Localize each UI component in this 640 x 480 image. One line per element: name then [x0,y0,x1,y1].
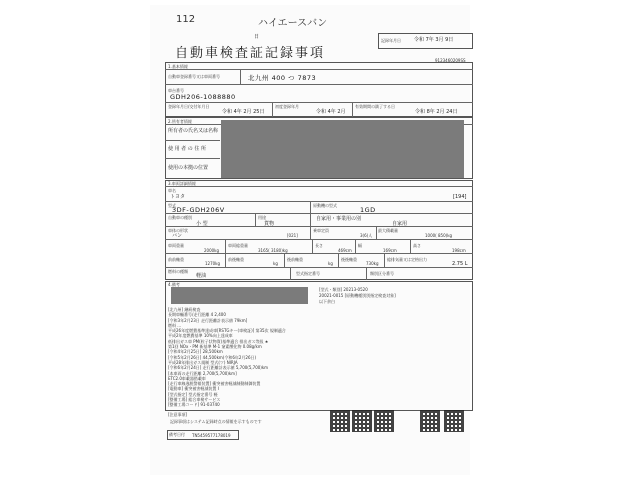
remarks-list [168,307,308,408]
use-label: 用途 [258,215,266,220]
kind-value: 小 型 [196,221,208,227]
max-load-label: 最大積載量 [378,228,398,233]
remarks-line: ETC2.0車載器搭載車 [168,375,206,381]
footer-stamp-value: TN5459577178019 [192,433,231,438]
vehicle-weight-value: 2000kg [204,248,220,253]
rear-front-value: kg [328,261,333,266]
remarks-line: [型式指定] 型式指定番号 軽 [168,391,218,397]
category-label: 類別区分番号 [370,271,394,276]
qr-code-5 [444,410,464,432]
first-reg-date: 令和 4年 2月 25日 [222,109,265,115]
body-value: バン [172,233,183,239]
remarks-line: 第1回 NOx・PM 新基準 M-1 窒素酸化物 0.08g/km [168,344,262,350]
fuel-label: 燃料の種類 [168,269,188,274]
gross-weight-label: 車両総重量 [228,243,248,248]
displacement-value: 2.75 L [452,261,468,267]
handwritten-vehicle-name: ハイエースバン [258,18,328,29]
issue-date: 令和 7年 3月 9日 [414,37,454,43]
section4-label: 4.備考 [168,282,180,287]
rear-rear-value: 730kg [366,261,379,266]
user-address-label: 使 用 者 の 住 所 [168,146,206,152]
expiry-label: 有効期間の満了する日 [355,104,395,109]
note-label: [注意事項] [168,412,188,417]
engine-value: 1GD [360,206,376,214]
maker-label: 車名 [168,188,176,193]
redacted-owner-block [221,120,464,178]
section1-label: 1.基本情報 [168,64,188,69]
handwritten-number: 112 [176,14,196,25]
remarks-line: [令和3年2月23日 走行距離計表示値 79km] [168,317,248,323]
length-value: 469cm [338,248,352,253]
front-axle-value: 1270kg [205,261,221,266]
remarks-stamp-line1: [型式・類別] 20213-0520 [319,287,368,292]
model-value: 3DF-GDH206V [172,206,225,214]
remarks-line: 燃料 ... [168,322,182,328]
footer-stamp-label: 備考日付 [169,432,185,437]
rear-front-label: 後前軸重 [287,257,303,262]
base-location-label: 使用の本拠の位置 [168,165,209,171]
note-text: 記録事項はシステム記録時点の情報を示すものです [170,419,262,424]
fuel-value: 軽油 [196,273,207,279]
length-label: 長さ [315,243,323,248]
height-label: 高さ [413,243,421,248]
redacted-remarks-header [171,287,308,304]
remarks-line: [整備工場] 総合車検サービス [168,397,221,403]
remarks-line: [電動車] 衝突被害軽減装置 Ⅰ [168,386,219,392]
reg-number: 北九州 400 つ 7873 [248,74,317,82]
use-value: 貨物 [264,221,275,227]
document-title: 自動車検査証記録事項 [175,46,326,61]
remarks-line: 長期車輛番号/走行距離 4 2,400 [168,312,226,318]
type-approval-label: 型式指定番号 [296,271,320,276]
reg-number-label: 自動車登録番号又は車両番号 [168,74,220,79]
front-rear-label: 前後軸重 [228,257,244,262]
width-value: 169cm [383,248,397,253]
front-axle-label: 前前軸重 [168,257,184,262]
gross-weight-value: 3165( 3180)kg [258,248,288,253]
chassis-label: 車台番号 [168,88,184,93]
height-value: 198cm [452,248,466,253]
model-label: 型式 [168,203,176,208]
vehicle-weight-label: 車両重量 [168,243,184,248]
rear-rear-label: 後後軸重 [341,257,357,262]
remarks-stamp-line2: 20021-0015 [原動機種別別指定検査対象] [319,293,396,298]
remarks-line: [整備工場コード] 91-03740 [168,402,220,408]
remarks-line: 低排出ガス車 PM(粒子状物質)基準適合 排出ガス等級 ★ [168,338,269,344]
body-label: 車体の形状 [168,228,188,233]
issue-date-label: 記録年月日 [381,38,401,43]
remarks-line: [北九州] 継続検査 [168,307,201,312]
front-rear-value: kg [273,261,278,266]
capacity-value: 3(6)人 [360,233,373,238]
engine-label: 原動機の型式 [313,203,337,208]
qr-code-1 [330,410,350,432]
remarks-line: 平成28年排出ガス規制 型式(ツ) NIRJA [168,359,238,365]
section2-label: 2.所有者情報 [168,119,192,124]
first-reg2-label: 初度登録年月 [275,104,299,109]
qr-code-2 [352,410,372,432]
first-reg-label: 登録年月日/交付年月日 [168,104,210,109]
qr-code-4 [420,410,440,432]
remarks-stamp-line3: 以下余白 [319,299,335,304]
owner-name-label: 所有者の氏名又は名称 [168,128,219,134]
remarks-line: [令和6年2月24日] 走行距離計表示値 5,700(5,700)km [168,365,269,371]
kind-label: 自動車の種別 [168,215,192,220]
remarks-line: 平成2年度燃費基準 10%向上達成車 [168,333,233,339]
capacity-label: 乗車定員 [313,228,329,233]
first-reg2-date: 令和 4年 2月 [316,109,346,115]
purpose-label: 自家用・事業用の別 [316,216,362,222]
displacement-label: 総排気量又は定格出力 [387,257,427,262]
document-mark: 日 [254,34,260,40]
remarks-line: 平成26年度燃費基準達成車[RSTGキー(車検証)] 第35次 規制適合 [168,328,286,334]
chassis-number: GDH206-1088880 [170,93,236,101]
remarks-line: [令和5年2月26日] 44,500km(令和6年2月26日) [168,354,257,360]
serial-number: 9123460209SS [435,58,466,63]
body-code: [021] [287,233,298,238]
remarks-line: [令和4年2月25日] 28,500km [168,349,223,355]
section3-label: 3.車両詳細情報 [168,181,196,186]
qr-code-3 [374,410,394,432]
remarks-line: [走行車線逸脱警報装置] 衝突被害軽減制動制御装置 [168,381,261,387]
width-label: 幅 [358,243,362,248]
remarks-line: [本車両の走行距離 2,700(5,700)km] [168,370,237,376]
expiry-date: 令和 8年 2月 24日 [415,109,458,115]
max-load-value: 1000( 850)kg [425,233,453,238]
maker-value: トヨタ [170,194,186,200]
purpose-value: 自家用 [392,221,408,227]
maker-code: [194] [453,194,467,200]
